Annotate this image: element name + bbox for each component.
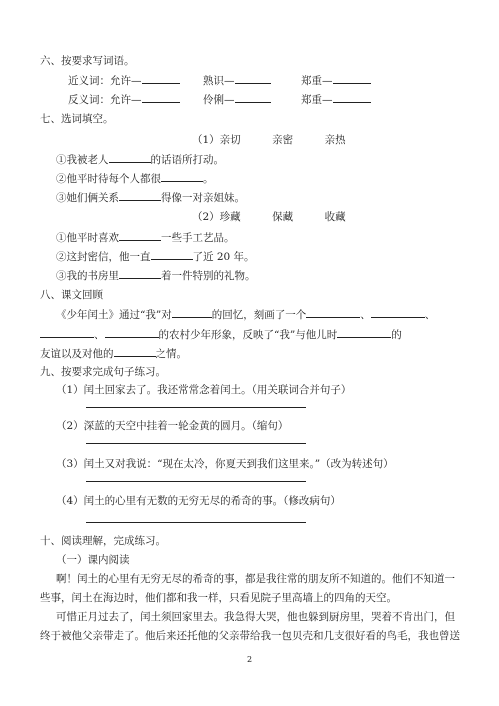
passage-line: 终于被他父亲带走了。他后来还托他的父亲带给我一包贝壳和几支很好看的鸟毛，我也曾送 xyxy=(40,630,460,642)
section-7-title: 七、选词填空。 xyxy=(40,113,114,125)
question-text: ②他平时待每个人都很 xyxy=(56,173,161,185)
question-text: 的话语所打动。 xyxy=(150,154,224,166)
question-7-1-3 xyxy=(56,190,245,205)
sentence-question-4: （4）闰土的心里有无数的无穷无尽的希奇的事。（修改病句） xyxy=(56,495,341,507)
review-text: 《少年闰土》通过“我”对 xyxy=(56,309,172,321)
answer-blank[interactable] xyxy=(142,92,180,103)
question-text: 着一件特别的礼物。 xyxy=(161,270,256,282)
answer-blank[interactable] xyxy=(172,307,212,318)
question-text: 得像一对亲姐妹。 xyxy=(161,192,245,204)
synonym-shushi xyxy=(203,73,271,88)
section-8-title: 八、课文回顾 xyxy=(40,289,103,301)
answer-blank[interactable] xyxy=(333,73,371,84)
answer-blank[interactable] xyxy=(337,327,391,338)
review-text: 、 xyxy=(360,309,371,321)
word-zhengzhong: 郑重— xyxy=(301,94,333,106)
question-text: ①他平时喜欢 xyxy=(56,232,119,244)
answer-blank[interactable] xyxy=(306,307,360,318)
sentence-question-3: （3）闰土又对我说：“现在太冷，你夏天到我们这里来。”（改为转述句） xyxy=(56,458,394,470)
review-text: 的农村少年形象，反映了“我”与他儿时 xyxy=(158,329,338,341)
answer-blank[interactable] xyxy=(119,190,161,201)
answer-blank[interactable] xyxy=(333,92,371,103)
answer-line[interactable] xyxy=(86,443,306,444)
page-number: 2 xyxy=(246,655,253,664)
question-7-2-3 xyxy=(56,268,256,283)
section-9-title: 九、按要求完成句子练习。 xyxy=(40,366,166,378)
answer-blank[interactable] xyxy=(235,73,271,84)
answer-line[interactable] xyxy=(86,481,306,482)
word-lingli: 伶俐— xyxy=(203,94,235,106)
word-yunxu: 允许— xyxy=(110,75,142,87)
answer-blank[interactable] xyxy=(105,327,159,338)
question-text: ③她们俩关系 xyxy=(56,192,119,204)
word-group-2: （2）珍藏 保藏 收藏 xyxy=(192,211,346,223)
review-text: 的回忆，刻画了一个 xyxy=(211,309,307,321)
answer-line[interactable] xyxy=(86,522,306,523)
word-shushi: 熟识— xyxy=(203,75,235,87)
answer-blank[interactable] xyxy=(109,152,151,163)
reading-subtitle: （一）课内阅读 xyxy=(56,554,130,566)
review-text: 之情。 xyxy=(155,348,187,360)
question-text: ①我被老人 xyxy=(56,154,109,166)
passage-line: 啊！闰土的心里有无穷无尽的希奇的事，都是我往常的朋友所不知道的。他们不知道一 xyxy=(56,573,455,585)
review-text: 的 xyxy=(391,329,402,341)
review-text: 友谊以及对他的 xyxy=(40,348,114,360)
answer-blank[interactable] xyxy=(161,171,203,182)
antonym-row xyxy=(68,92,180,107)
section-10-title: 十、阅读理解，完成练习。 xyxy=(40,535,166,547)
answer-line[interactable] xyxy=(86,407,306,408)
antonym-lingli xyxy=(203,92,271,107)
question-text: ②这封密信，他一直 xyxy=(56,251,151,263)
word-zhengzhong: 郑重— xyxy=(301,75,333,87)
question-7-2-2 xyxy=(56,249,255,264)
question-7-2-1 xyxy=(56,230,235,245)
question-text: 。 xyxy=(203,173,214,185)
answer-blank[interactable] xyxy=(371,307,425,318)
section-6-title: 六、按要求写词语。 xyxy=(40,55,135,67)
antonym-zhengzhong xyxy=(301,92,371,107)
question-text: 了近 20 年。 xyxy=(192,251,255,263)
answer-blank[interactable] xyxy=(40,327,94,338)
answer-blank[interactable] xyxy=(114,346,156,357)
answer-blank[interactable] xyxy=(119,230,161,241)
question-text: 一些手工艺品。 xyxy=(161,232,235,244)
sentence-question-2: （2）深蓝的天空中挂着一轮金黄的圆月。（缩句） xyxy=(56,420,289,432)
answer-blank[interactable] xyxy=(142,73,180,84)
answer-blank[interactable] xyxy=(119,268,161,279)
word-yunxu: 允许— xyxy=(110,94,142,106)
passage-line: 些事，闰土在海边时，他们都和我一样，只看见院子里高墙上的四角的天空。 xyxy=(40,592,397,604)
review-line-3 xyxy=(40,346,187,361)
synonym-label: 近义词： xyxy=(68,75,110,87)
answer-blank[interactable] xyxy=(235,92,271,103)
sentence-question-1: （1）闰土回家去了。我还常常念着闰土。（用关联词合并句子） xyxy=(56,384,352,396)
review-text: 、 xyxy=(424,309,436,321)
synonym-row xyxy=(68,73,180,88)
antonym-label: 反义词： xyxy=(68,94,110,106)
question-text: ③我的书房里 xyxy=(56,270,119,282)
question-7-1-1 xyxy=(56,152,224,167)
word-group-1: （1）亲切 亲密 亲热 xyxy=(192,134,346,146)
review-line-2 xyxy=(40,327,402,342)
passage-line: 可惜正月过去了，闰土须回家里去。我急得大哭，他也躲到厨房里，哭着不肯出门，但 xyxy=(56,611,455,623)
answer-blank[interactable] xyxy=(151,249,193,260)
question-7-1-2 xyxy=(56,171,214,186)
synonym-zhengzhong xyxy=(301,73,371,88)
review-text: 、 xyxy=(94,329,105,341)
review-line-1 xyxy=(56,307,435,322)
